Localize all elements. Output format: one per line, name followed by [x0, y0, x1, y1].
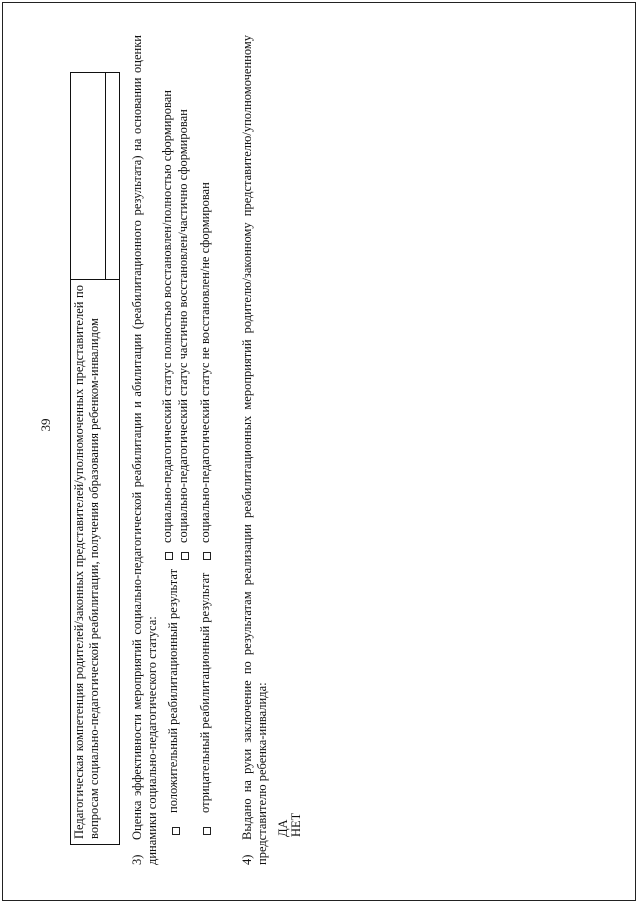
section4-number: 4) [240, 854, 254, 865]
answer-no[interactable]: НЕТ [289, 812, 303, 837]
page-number: 39 [38, 418, 53, 432]
status-partially-restored-label: социально-педагогический статус частично восстановлен/частично сформирован [176, 109, 190, 543]
competence-table [70, 72, 120, 845]
section3-title: Оценка эффективности мероприятий социально-педагогической реабилитации и абилитации (реабилитационного результата) на основании оценки динамики социально-педагогического статуса: [130, 35, 159, 865]
section4-title: Выдано на руки заключение по результатам реализации реабилитационных мероприятий родителю/законному представителю/уполномоченному представителю ребенка-инвалида: [240, 35, 269, 865]
positive-result-label: положительный реабилитационный результат [166, 568, 180, 813]
positive-result-checkbox[interactable] [172, 827, 180, 835]
section4-heading [240, 35, 270, 865]
competence-value-cell [71, 73, 119, 279]
negative-result-checkbox[interactable] [203, 827, 211, 835]
status-not-restored-label: социально-педагогический статус не восстановлен/не сформирован [198, 182, 212, 543]
section3-heading [130, 35, 160, 865]
status-partially-restored-checkbox[interactable] [181, 552, 189, 560]
section3-number: 3) [130, 854, 144, 865]
competence-criterion-cell: Педагогическая компетенция родителей/законных представителей/уполномоченных представителей по вопросам социально-педагогической реабилитации, получения образования ребенком-инвалидом [71, 279, 119, 844]
negative-result-label: отрицательный реабилитационный результат [198, 572, 212, 813]
status-fully-restored-checkbox[interactable] [165, 552, 173, 560]
answer-yes[interactable]: ДА [276, 819, 290, 837]
table-divider [105, 73, 106, 279]
status-not-restored-checkbox[interactable] [203, 552, 211, 560]
status-fully-restored-label: социально-педагогический статус полностью восстановлен/полностью сформирован [160, 90, 174, 543]
